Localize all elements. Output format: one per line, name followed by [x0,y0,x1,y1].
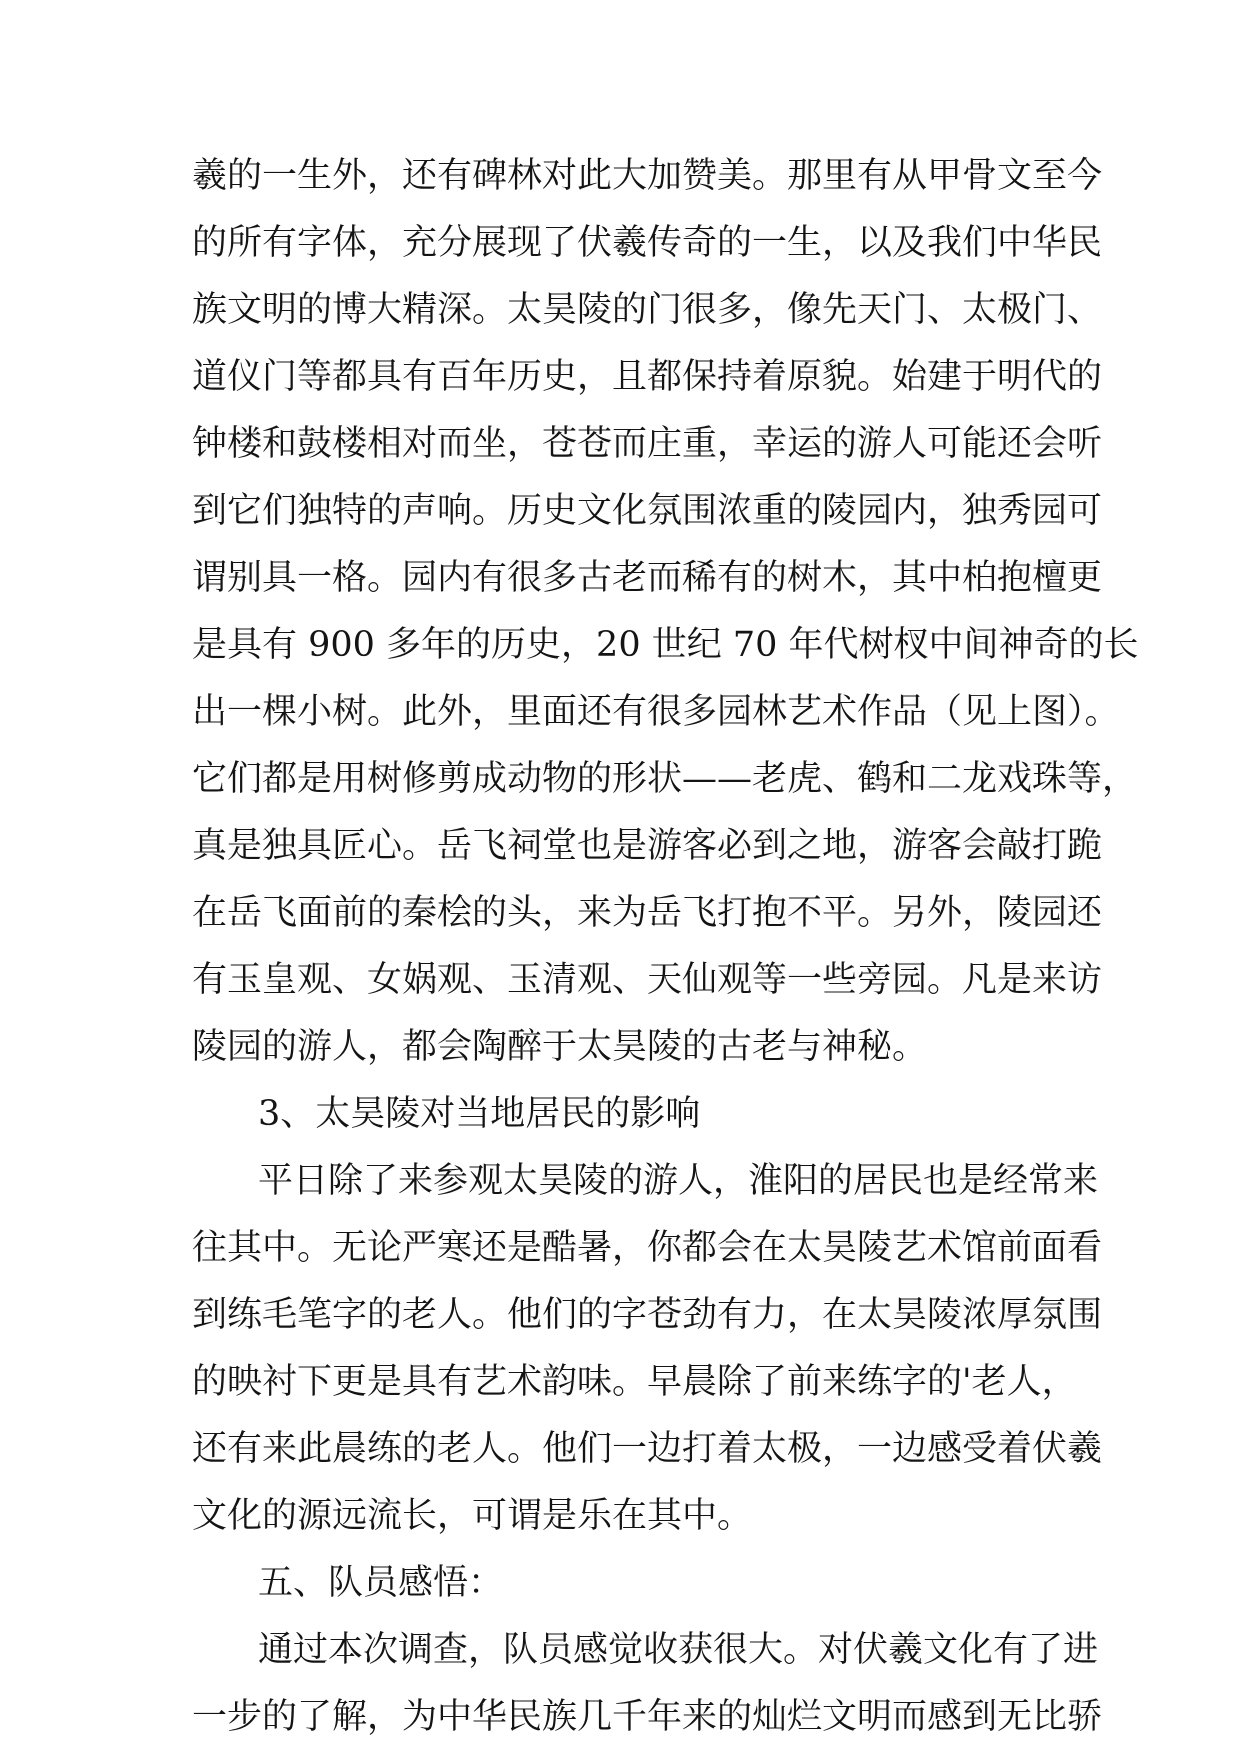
paragraph-1-line-13: 有玉皇观、女娲观、玉清观、天仙观等一些旁园。凡是来访 [192,960,1103,1000]
paragraph-1-line-6: 到它们独特的声响。历史文化氛围浓重的陵园内，独秀园可 [192,491,1103,531]
paragraph-1-line-4: 道仪门等都具有百年历史，且都保持着原貌。始建于明代的 [192,357,1103,397]
paragraph-2-line-5: 还有来此晨练的老人。他们一边打着太极，一边感受着伏羲 [192,1429,1103,1469]
paragraph-1-line-3: 族文明的博大精深。太昊陵的门很多，像先天门、太极门、 [192,290,1103,330]
paragraph-2-line-2: 往其中。无论严寒还是酷暑，你都会在太昊陵艺术馆前面看 [192,1228,1103,1268]
paragraph-3-line-2: 一步的了解，为中华民族几千年来的灿烂文明而感到无比骄 [192,1697,1103,1737]
paragraph-1-line-7: 谓别具一格。园内有很多古老而稀有的树木，其中柏抱檀更 [192,558,1103,598]
paragraph-1-line-10: 它们都是用树修剪成动物的形状——老虎、鹤和二龙戏珠等， [192,759,1138,799]
paragraph-1-line-9: 出一棵小树。此外，里面还有很多园林艺术作品（见上图）。 [192,692,1120,732]
paragraph-1-line-11: 真是独具匠心。岳飞祠堂也是游客必到之地，游客会敲打跪 [192,826,1103,866]
paragraph-1-line-2: 的所有字体，充分展现了伏羲传奇的一生，以及我们中华民 [192,223,1103,263]
paragraph-1-line-1: 羲的一生外，还有碑林对此大加赞美。那里有从甲骨文至今 [192,156,1103,196]
paragraph-2-line-3: 到练毛笔字的老人。他们的字苍劲有力，在太昊陵浓厚氛围 [192,1295,1103,1335]
paragraph-2-line-1: 平日除了来参观太昊陵的游人，淮阳的居民也是经常来 [258,1161,1099,1201]
section-heading-3: 3、太昊陵对当地居民的影响 [258,1094,701,1134]
paragraph-1-line-5: 钟楼和鼓楼相对而坐，苍苍而庄重，幸运的游人可能还会听 [192,424,1103,464]
paragraph-3-line-1: 通过本次调查，队员感觉收获很大。对伏羲文化有了进 [258,1630,1099,1670]
paragraph-1-line-12: 在岳飞面前的秦桧的头，来为岳飞打抱不平。另外，陵园还 [192,893,1103,933]
paragraph-2-line-6: 文化的源远流长，可谓是乐在其中。 [192,1496,753,1536]
paragraph-2-line-4: 的映衬下更是具有艺术韵味。早晨除了前来练字的'老人， [192,1362,1077,1402]
paragraph-1-line-14: 陵园的游人，都会陶醉于太昊陵的古老与神秘。 [192,1027,928,1067]
paragraph-1-line-8: 是具有 900 多年的历史，20 世纪 70 年代树杈中间神奇的长 [192,625,1139,665]
section-heading-5: 五、队员感悟： [258,1563,504,1603]
